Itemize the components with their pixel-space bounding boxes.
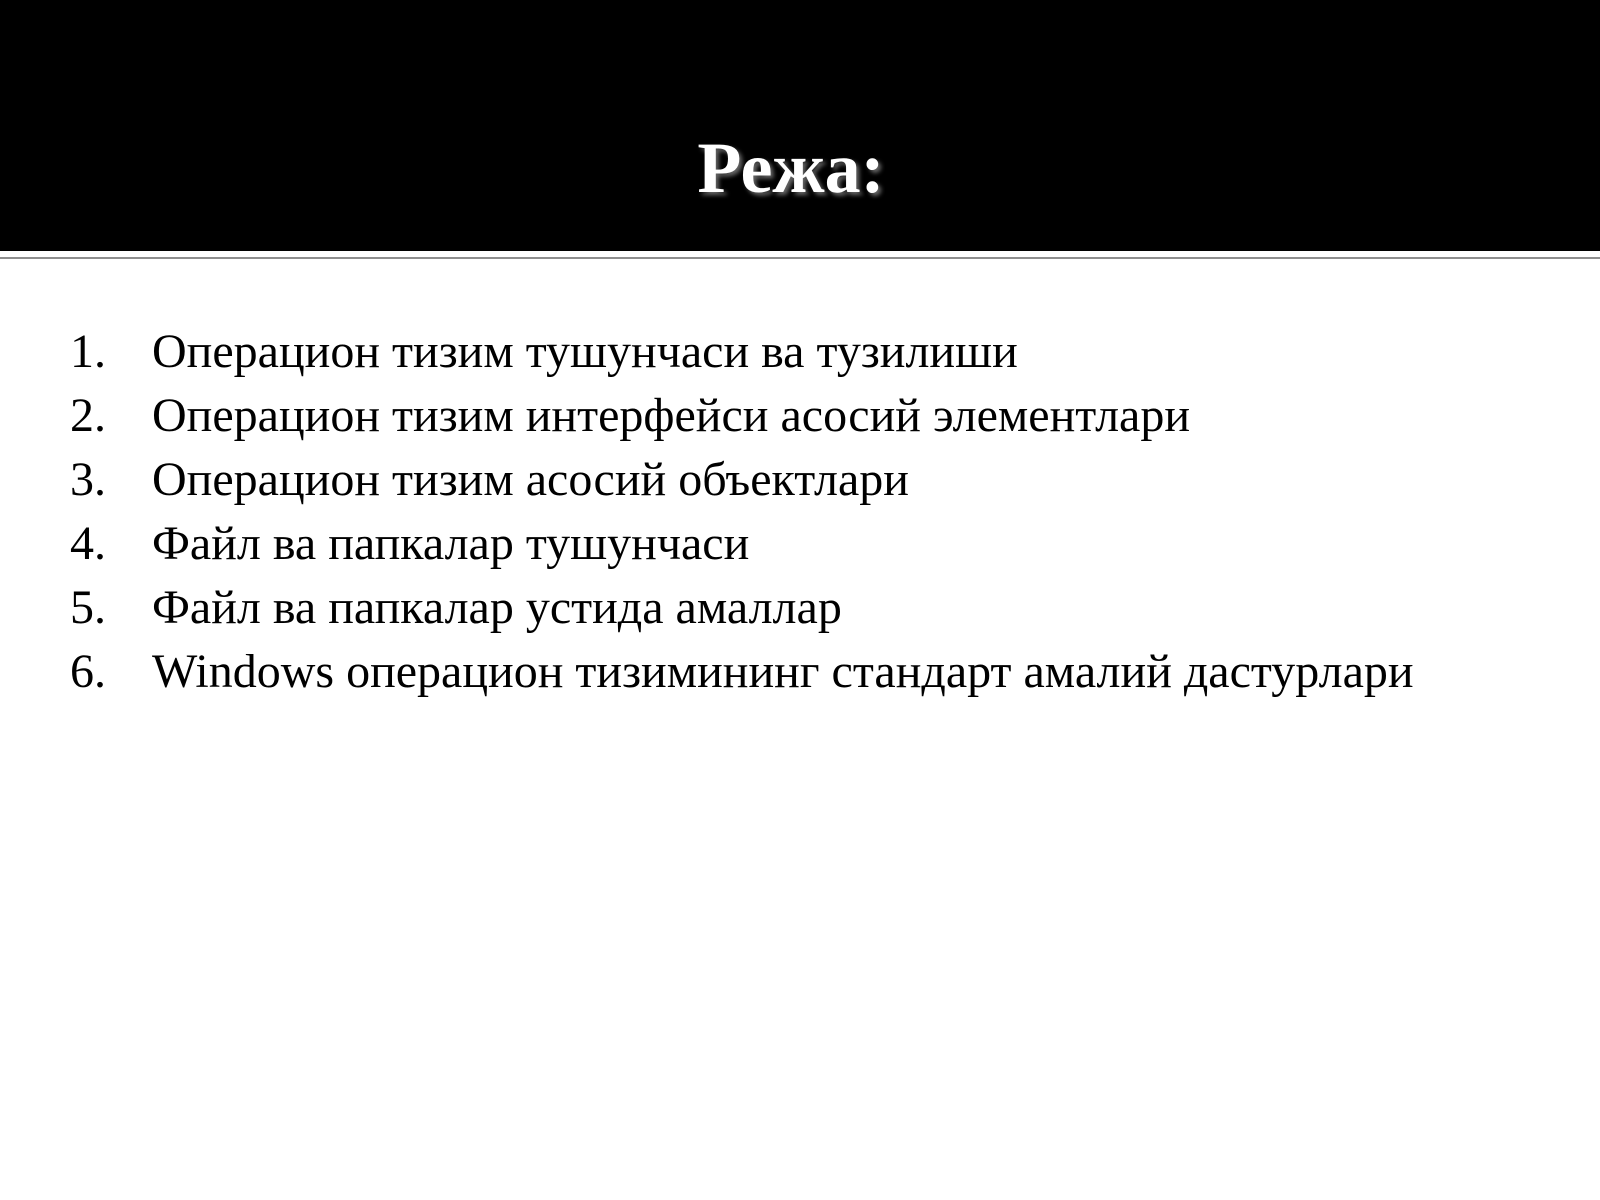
slide-title: Режа: (697, 128, 885, 208)
agenda-item-number: 3. (70, 453, 106, 506)
agenda-item-number: 2. (70, 389, 106, 442)
agenda-item (70, 640, 1590, 704)
agenda-item-text: Операцион тизим асосий объектлари (152, 453, 909, 506)
agenda-item-text: Операцион тизим тушунчаси ва тузилиши (152, 325, 1018, 378)
agenda-item (70, 576, 1590, 640)
agenda-item-number: 5. (70, 581, 106, 634)
agenda-list (70, 320, 1590, 704)
agenda-item-text: Windows операцион тизимининг стандарт амалий дастурлари (152, 645, 1414, 698)
agenda-item-number: 4. (70, 517, 106, 570)
agenda-item (70, 384, 1590, 448)
agenda-item (70, 448, 1590, 512)
title-band (0, 0, 1600, 251)
agenda-item-text: Операцион тизим интерфейси асосий элементлари (152, 389, 1191, 442)
agenda-item-text: Файл ва папкалар устида амаллар (152, 581, 842, 634)
agenda-item (70, 512, 1590, 576)
agenda-item (70, 320, 1590, 384)
agenda-item-number: 1. (70, 325, 106, 378)
agenda-item-number: 6. (70, 645, 106, 698)
title-divider (0, 257, 1600, 259)
agenda-item-text: Файл ва папкалар тушунчаси (152, 517, 750, 570)
